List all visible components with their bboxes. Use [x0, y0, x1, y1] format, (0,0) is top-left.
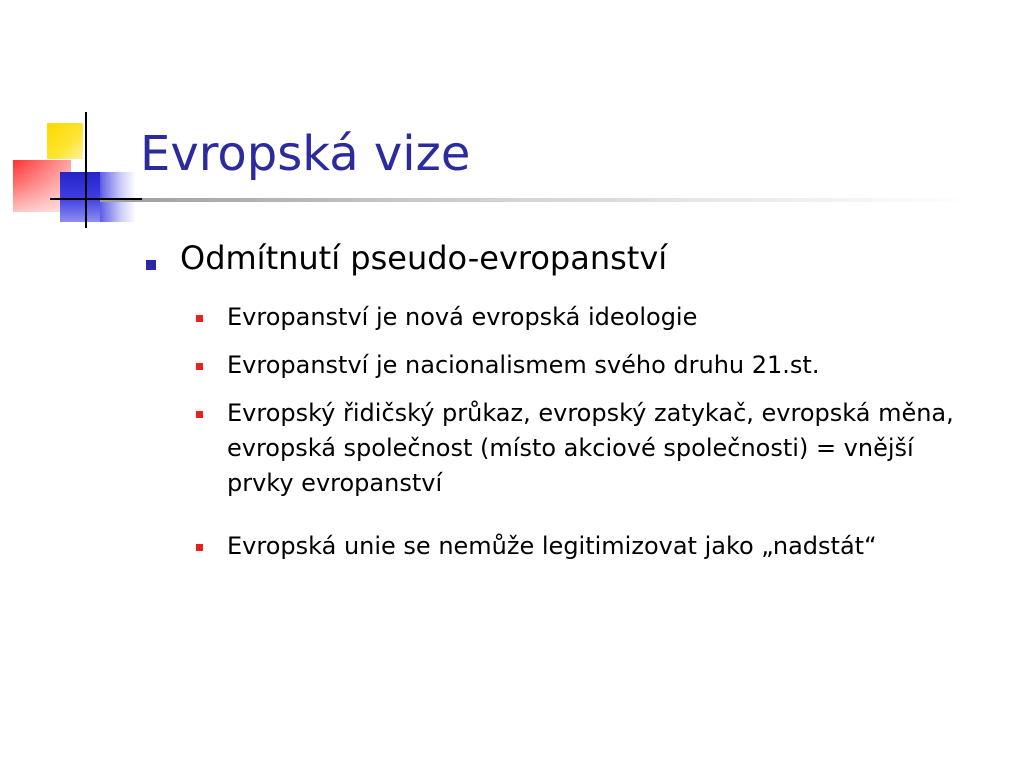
sub-bullet-text: Evropanství je nacionalismem svého druhu 21.st. — [227, 351, 820, 379]
bullet-square-icon — [196, 315, 203, 322]
sub-bullet-text: Evropanství je nová evropská ideologie — [227, 303, 698, 331]
bullet-square-icon — [196, 544, 203, 551]
slide-title: Evropská vize — [140, 126, 471, 182]
bullet-square-icon — [196, 411, 203, 418]
bullet-level1-text: Odmítnutí pseudo-evropanství — [180, 239, 668, 277]
bullet-square-icon — [146, 260, 156, 270]
sub-bullet-text: Evropský řidičský průkaz, evropský zatykač, evropská měna, evropská společnost (místo akciové společnosti) = vnější prvky evropanství — [227, 399, 954, 497]
sub-bullet-text: Evropská unie se nemůže legitimizovat jako „nadstát“ — [227, 532, 877, 560]
bullet-square-icon — [196, 363, 203, 370]
